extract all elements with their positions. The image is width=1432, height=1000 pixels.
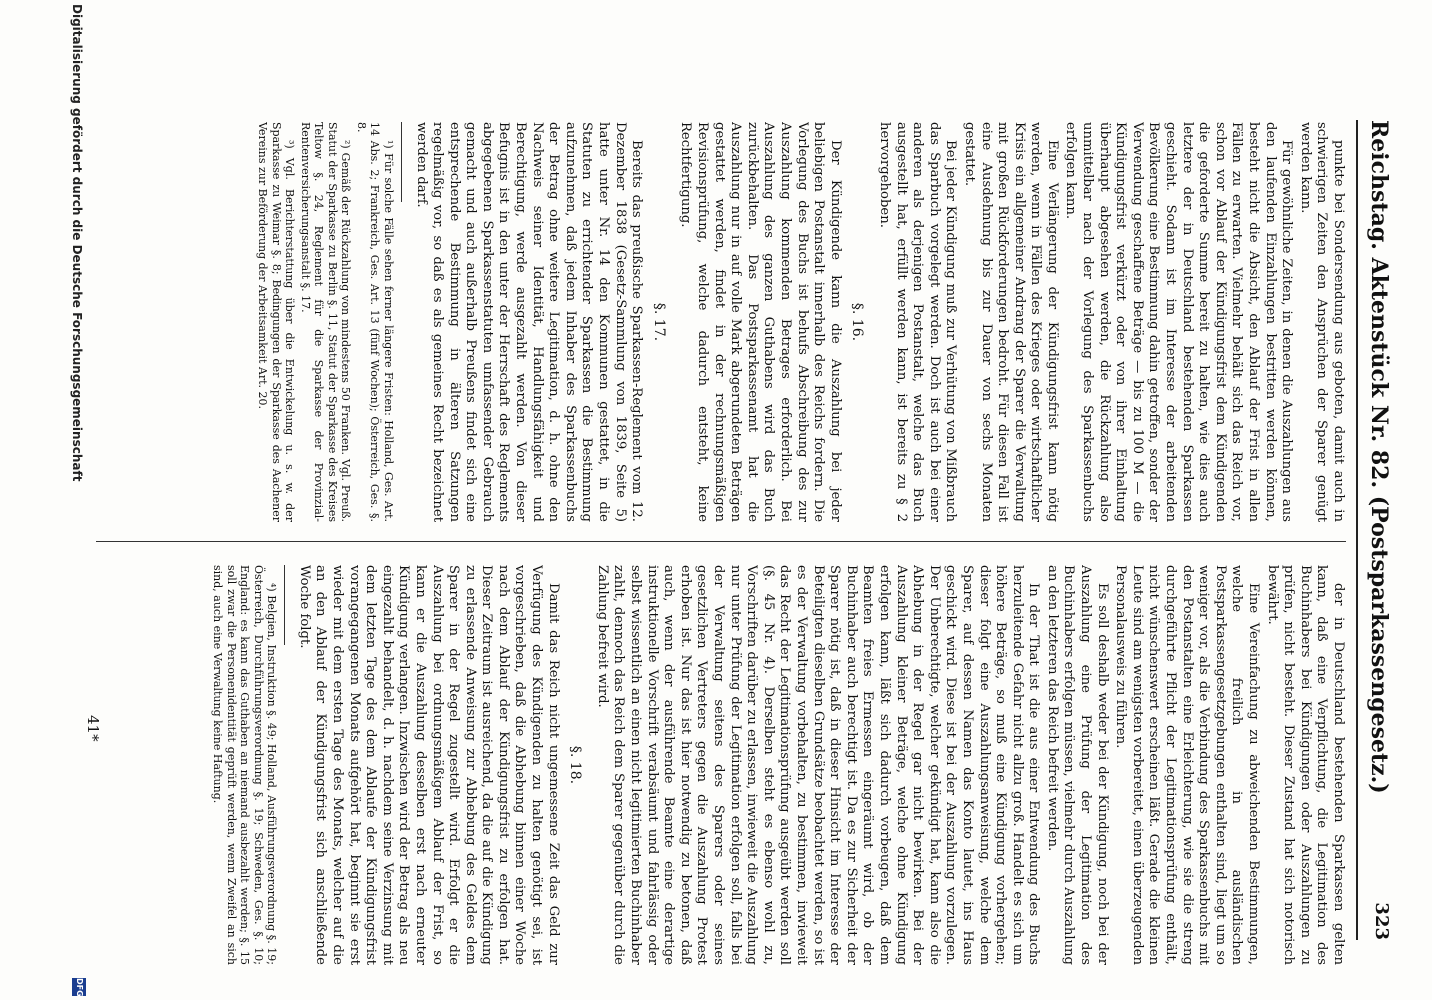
header-rule: [1356, 120, 1358, 940]
paragraph: Eine Verlängerung der Kündigungsfrist kann nötig werden, wenn in Fällen des Krieges oder wirtschaftlicher Krisis ein allgemeiner Andrang der Sparer die Verwaltung mit großen Rückforderungen bedroht. Für diesen Fall ist eine Ausdehnung bis zur Dauer von sechs Monaten gestattet.: [961, 122, 1060, 522]
section-heading-16: §. 16.: [849, 302, 866, 342]
right-column: [96, 565, 1346, 965]
section-heading-18: §. 18.: [567, 745, 584, 785]
paragraph: Für gewöhnliche Zeiten, in denen die Auszahlungen aus den laufenden Einzahlungen bestritten werden können, besteht nicht die Absicht, den Ablauf der Frist in allen Fällen zu erwarten. Vielmehr behält sich das Reich vor, schon vor Ablauf der Kündigungsfrist dem Kündigenden die geforderte Summe bereit zu halten, wie dies auch letztere der in Deutschland bestehenden Sparkassen geschieht. Sodann ist im Interesse der arbeitenden Bevölkerung eine Bestimmung dahin getroffen, sonder der Verwendung geschaffene Beträge — bis zu 100 M — die Kündigungsfrist verkürzt oder von ihrer Einhaltung überhaupt abgesehen werden, die Rückzahlung also unmittelbar nach der Vorlegung des Sparkassenbuchs erfolgen kann.: [1063, 122, 1295, 522]
column-divider: [96, 541, 1346, 542]
paragraph: Es soll deshalb weder bei der Kündigung, noch bei der Auszahlung eine Prüfung der Legitimation des Buchinhabers erfolgen müssen, vielmehr durch Auszahlung an den letzteren das Reich befreit werden.: [1044, 565, 1110, 965]
left-column: [96, 122, 1346, 522]
digitization-credit: Digitalisierung gefördert durch die Deutsche Forschungsgemeinschaft: [70, 4, 84, 482]
footnote: ⁴) Belgien, Instruktion §. 49; Holland, Ausführungsverordnung §. 19; Österreich, Durchführungsverordnung §. 19; Schweden, Ges. §. 10; England: es kann das Guthaben an niemand ausbezahlt werden; §. 15 soll zwar die Personenidentität geprüft werden, wenn Zweifel an sich sind, auch eine Verwaltung keine Haftung.: [211, 565, 279, 965]
header-title: Reichstag. Aktenstück Nr. 82. (Postsparkassengesetz.): [1366, 120, 1392, 794]
paragraph: Bei jeder Kündigung muß zur Verhütung von Mißbrauch das Sparbuch vorgelegt werden. Doch ist auch bei einer anderen als derjenigen Postanstalt, welche das Buch ausgestellt hat, erfüllt werden kann, ist bereits zu § 2 hervorgehoben.: [876, 122, 959, 522]
paragraph: punkte bei Sondersendung aus geboten, damit auch in schwierigen Zeiten den Ansprüchen der Sparer genügt werden kann.: [1297, 122, 1346, 522]
paragraph: In der That ist die aus einer Entwendung des Buchs herzuleitende Gefahr nicht allzu groß. Handelt es sich um höhere Beträge, so muß eine Kündigung vorhergehen; dieser folgt eine Auszahlungsanweisung, welche dem Sparer, auf dessen Namen das Konto lautet, ins Haus geschickt wird. Diese ist bei der Auszahlung vorzulegen. Der Unberechtigte, welcher gekündigt hat, kann also die Abhebung in der Regel gar nicht bewirken. Bei der Auszahlung kleiner Beträge, welche ohne Kündigung erfolgen kann, läßt sich dadurch vorbeugen, daß dem Beamten freies Ermessen eingeräumt wird, ob der Buchinhaber auch berechtigt ist. Da es zur Sicherheit der Sparer nötig ist, daß in dieser Hinsicht im Interesse der Beteiligten dieselben Grundsätze beobachtet werden, so ist es der Verwaltung vorbehalten, zu bestimmen, inwieweit das Recht der Legitimationsprüfung ausgeübt werden soll (§. 45 Nr. 4). Derselben steht es ebenso wohl zu, Vorschriften darüber zu erlassen, inwieweit die Auszahlung nur unter Prüfung der Legitimation erfolgen soll, falls bei der Verwaltung seitens des Sparers oder seines gesetzlichen Vertreters gegen die Auszahlung Protest erhoben ist. Nur das ist hier notwendig zu betonen, daß auch, wenn der ausführende Beamte eine derartige instruktionelle Vorschrift verabsäumt und fahrlässig oder selbst wissentlich an einen nicht legitimierten Buchinhaber zahlt, dennoch das Reich dem Sparer gegenüber durch die Zahlung befreit wird.: [594, 565, 1042, 965]
footnote-rule: [284, 565, 285, 645]
footnote: ²) Gemäß der Rückzahlung von mindestens 50 Franken. Vgl. Preuß. Statut der Sparkasse zu Berlin §. 11, Statut der Sparkasse des Kreises Teltow §. 24, Reglement für die Sparkasse der Provinzial-Rentenversicherungsanstalt §. 17.: [298, 122, 353, 522]
page-number: 323: [1371, 902, 1392, 940]
page-header: [1362, 120, 1392, 940]
paragraph: Bereits das preußische Sparkassen-Reglement vom 12. Dezember 1838 (Gesetz-Sammlung von 1839, Seite 5) hatte unter Nr. 14 den Kommunen gestattet, in die Statuten zu errichtender Sparkassen die Bestimmung aufzunehmen, daß jedem Inhaber des Sparkassenbuchs der Betrag ohne weitere Legitimation, d. h. ohne den Nachweis seiner Identität, Handlungsfähigkeit und Berechtigung, werde ausgezahlt werden. Von dieser Befugnis ist in den unter der Herrschaft des Reglements abgegebenen Sparkassenstatuten umfassender Gebrauch gemacht und auch außerhalb Preußens findet sich eine entsprechende Bestimmung in älteren Satzungen regelmäßig vor, so daß es als gemeines Recht bezeichnet werden darf.: [413, 122, 645, 522]
paragraph: Der Kündigende kann die Auszahlung bei jeder beliebigen Postanstalt innerhalb des Reichs fordern. Die Vorlegung des Buchs ist behufs Abschreibung des zur Auszahlung kommenden Betrages erforderlich. Bei Auszahlung des ganzen Guthabens wird das Buch zurückbehalten. Das Postsparkassenamt hat die Auszahlung nur in auf volle Mark abgerundeten Beträgen gestattet werden, findet in der rechnungsmäßigen Revisionsprüfung, welche dadurch entsteht, keine Rechtfertigung.: [678, 122, 843, 522]
dfg-logo-icon: DFG: [72, 978, 86, 996]
footnote: ¹) Für solche Fälle sehen ferner längere Fristen: Holland, Ges. Art. 14 Abs. 2; Frankreich, Ges. Art. 13 (fünf Wochen); Österreich, Ges. §. 8.: [354, 122, 395, 522]
page-footer-number: 41*: [84, 715, 102, 742]
footnote: ³) Vgl. Berichterstattung über die Entwickelung u. s. w. der Sparkasse zu Weimar §. 8; Bedingungen der Sparkasse des Aachener Vereins zur Beförderung der Arbeitsamkeit Art. 20.: [256, 122, 297, 522]
digitization-sidebar: [0, 0, 88, 1000]
paragraph: Eine Vereinfachung zu abweichenden Bestimmungen, welche freilich in ausländischen Postsparkassengesetzgebungen enthalten sind, liegt um so weniger vor, als die Verbindung des Sparkassenbuchs mit den Postanstalten eine Erleichterung, wie sie die streng durchgeführte Pflicht der Legitimationsprüfung enthält, nicht wünschenswert erscheinen läßt. Gerade die kleinen Leute sind am wenigsten vorbereitet, einen überzeugenden Personalausweis zu führen.: [1113, 565, 1262, 965]
footnote-rule: [401, 122, 402, 202]
section-heading-17: §. 17.: [650, 302, 667, 342]
paragraph: der in Deutschland bestehenden Sparkassen gelten kann, daß eine Verpflichtung, die Legitimation des Buchinhabers bei Kündigungen oder Auszahlungen zu prüfen, nicht besteht. Dieser Zustand hat sich notorisch bewährt.: [1264, 565, 1346, 965]
paragraph: Damit das Reich nicht ungemessene Zeit das Geld zur Verfügung des Kündigenden zu halten genötigt sei, ist vorgeschrieben, daß die Abhebung binnen einer Woche nach dem Ablauf der Kündigungsfrist zu erfolgen hat. Dieser Zeitraum ist ausreichend, da die auf die Kündigung zu erlassende Anweisung zur Abhebung des Geldes dem Sparer in der Regel zugestellt wird. Erfolgt er die Auszahlung bei ordnungsmäßigem Ablauf der Frist, so kann er die Auszahlung desselben erst nach erneuter Kündigung verlangen. Inzwischen wird der Betrag als neu eingezahlt behandelt, d. h. nachdem seine Verzinsung mit dem letzten Tage des dem Ablaufe der Kündigungsfrist vorangegangenen Monats aufgehört hat, beginnt sie erst wieder mit dem ersten Tage des Monats, welcher auf die an den Ablauf der Kündigungsfrist sich anschließende Woche folgt.: [296, 565, 561, 965]
